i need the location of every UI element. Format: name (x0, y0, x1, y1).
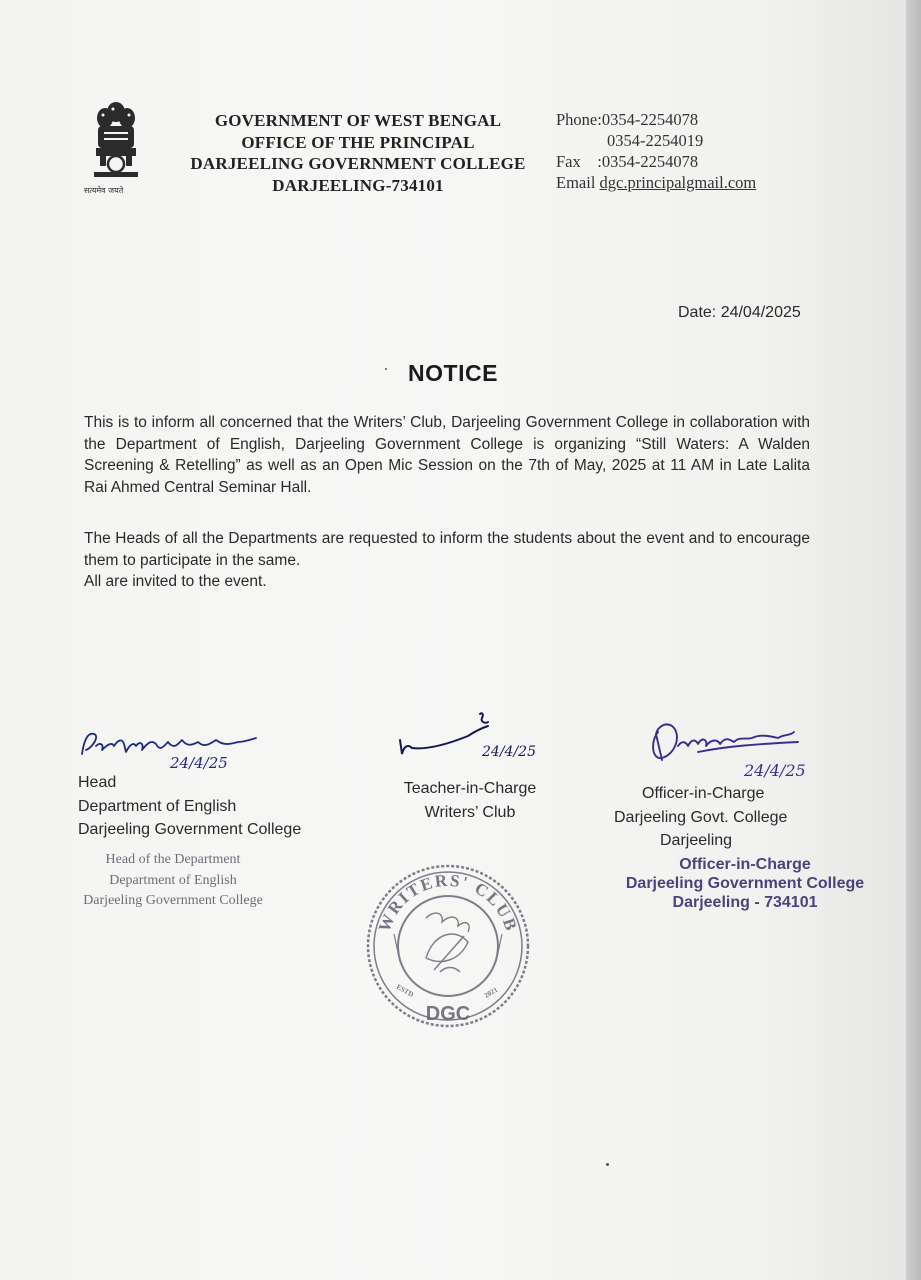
letterhead-line: DARJEELING GOVERNMENT COLLEGE (190, 154, 526, 173)
officer-college: Darjeeling Govt. College (614, 808, 788, 826)
paper-speck (385, 368, 387, 370)
head-title: Head (78, 774, 117, 791)
officer-title: Officer-in-Charge (642, 785, 765, 802)
page-edge-shadow (906, 0, 921, 1280)
stamp-line: Darjeeling Government College (83, 893, 263, 908)
officer-signature-date: 24/4/25 (744, 761, 806, 780)
stamp-line: Department of English (109, 872, 237, 888)
phone-number: 0354-2254078 (601, 110, 699, 129)
notice-date: Date: 24/04/2025 (678, 304, 801, 321)
stamp-line: Darjeeling Government College (625, 875, 865, 892)
email-link[interactable]: dgc.principalgmail.com (599, 173, 757, 192)
teacher-handwritten-signature (398, 710, 548, 762)
head-department-stamp (58, 850, 288, 912)
seal-left-text: ESTD (395, 982, 415, 999)
letterhead-line: DARJEELING-734101 (272, 175, 444, 195)
head-signatory (78, 771, 301, 842)
head-signature-date: 24/4/25 (170, 754, 228, 772)
notice-paragraph: This is to inform all concerned that the Writers’ Club, Darjeeling Government College in collaboration with the Department of English, Darjeeling Government College is organizing “Still Waters: A Walden Screening & Retelling” as well as an Open Mic Session on the 7th of May, 2025 at 11 AM in Late Lalita Rai Ahmed Central Seminar Hall. (84, 414, 810, 496)
stamp-line: Officer-in-Charge (679, 856, 811, 873)
contact-block (556, 109, 756, 193)
phone-label: Phone: (556, 110, 602, 129)
notice-paragraph: All are invited to the event. (84, 573, 267, 590)
phone-number: 0354-2254019 (607, 131, 704, 150)
stamp-line: Head of the Department (105, 852, 241, 867)
seal-signature-icon (426, 913, 469, 932)
notice-paragraph: The Heads of all the Departments are requested to inform the students about the event and to encourage them to participate in the same. (84, 530, 810, 569)
teacher-signatory (393, 777, 547, 824)
phone-row-2 (556, 130, 756, 151)
fax-row (556, 151, 756, 172)
head-handwritten-signature (78, 722, 263, 774)
email-row (556, 172, 756, 193)
fax-number: 0354-2254078 (601, 152, 699, 171)
phone-row (556, 109, 756, 130)
seal-top-text: WRITERS' CLUB (374, 870, 522, 935)
email-label: Email (556, 173, 600, 192)
officer-place: Darjeeling (660, 832, 733, 849)
head-college: Darjeeling Government College (78, 821, 302, 838)
officer-signatory (614, 782, 814, 853)
letterhead (178, 110, 538, 196)
officer-stamp (600, 855, 890, 912)
head-department: Department of English (78, 797, 237, 815)
svg-text:WRITERS' CLUB (375, 871, 522, 935)
stamp-line: Darjeeling - 734101 (672, 894, 818, 911)
emblem-motto: सत्यमेव जयते (84, 186, 124, 195)
teacher-signature-date: 24/4/25 (482, 744, 536, 760)
paper-speck (606, 1163, 609, 1166)
officer-handwritten-signature (648, 712, 838, 782)
seal-right-text: 2021 (483, 985, 500, 1000)
letterhead-line: GOVERNMENT OF WEST BENGAL (214, 111, 502, 130)
letterhead-line: OFFICE OF THE PRINCIPAL (241, 132, 475, 152)
teacher-club: Writers’ Club (424, 803, 516, 821)
writers-club-seal-icon (364, 862, 532, 1030)
seal-bottom-text: DGC (425, 1003, 471, 1025)
teacher-title: Teacher-in-Charge (403, 780, 537, 797)
notice-title: NOTICE (408, 360, 498, 386)
fax-label: Fax : (556, 152, 602, 171)
state-emblem-icon (88, 98, 144, 198)
